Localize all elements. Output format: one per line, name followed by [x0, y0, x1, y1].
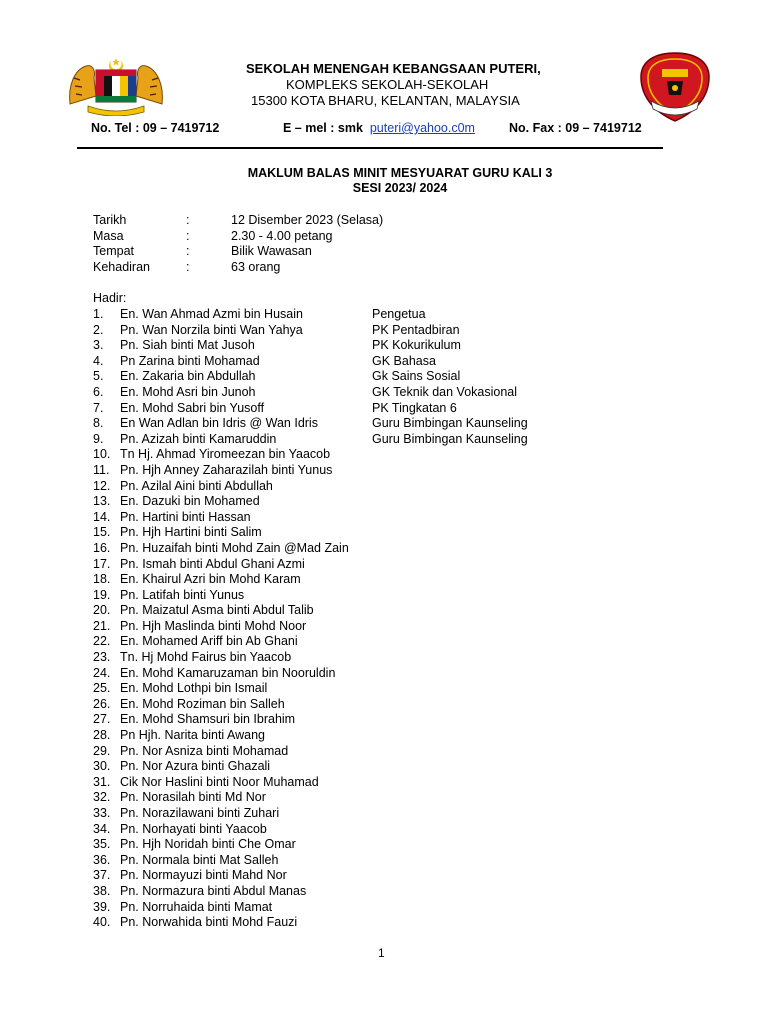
info-value: Bilik Wawasan — [231, 244, 312, 259]
list-item — [93, 525, 528, 541]
info-row-tarikh — [93, 213, 383, 229]
list-item — [93, 603, 528, 619]
list-item — [93, 479, 528, 495]
attendee-name: Pn. Normayuzi binti Mahd Nor — [120, 868, 287, 883]
national-crest-logo — [66, 56, 166, 116]
attendee-name: En. Khairul Azri bin Mohd Karam — [120, 572, 301, 587]
attendee-name: Pn. Hjh Noridah binti Che Omar — [120, 837, 296, 852]
list-item — [93, 572, 528, 588]
attendee-name: Pn. Norruhaida binti Mamat — [120, 899, 273, 914]
list-item — [93, 541, 528, 557]
attendee-role: Guru Bimbingan Kaunseling — [372, 431, 528, 446]
list-item — [93, 416, 528, 432]
list-item — [93, 650, 528, 666]
list-item — [93, 510, 528, 526]
info-value: 2.30 - 4.00 petang — [231, 228, 333, 243]
list-item — [93, 915, 528, 931]
school-address-line: KOMPLEKS SEKOLAH-SEKOLAH — [286, 77, 489, 92]
list-item — [93, 557, 528, 573]
document-title — [200, 166, 600, 196]
info-value: 12 Disember 2023 (Selasa) — [231, 213, 384, 227]
list-item — [93, 759, 528, 775]
attendee-name: En. Mohd Lothpi bin Ismail — [120, 681, 268, 696]
attendance-heading: Hadir: — [93, 291, 127, 305]
attendee-name: Pn. Hartini binti Hassan — [120, 509, 251, 524]
attendee-name: Pn. Ismah binti Abdul Ghani Azmi — [120, 556, 305, 571]
info-colon: : — [186, 244, 190, 259]
attendee-name: Pn. Nor Asniza binti Mohamad — [120, 743, 289, 758]
attendee-number: 28. — [93, 728, 111, 743]
attendee-name: En. Mohd Asri bin Junoh — [120, 384, 256, 399]
list-item — [93, 369, 528, 385]
attendee-name: Pn. Hjh Maslinda binti Mohd Noor — [120, 618, 307, 633]
info-key: Masa — [93, 228, 124, 243]
attendee-name: Pn Hjh. Narita binti Awang — [120, 728, 265, 743]
meeting-info — [93, 213, 383, 275]
attendee-number: 21. — [93, 618, 111, 633]
attendee-name: En. Mohd Sabri bin Yusoff — [120, 400, 265, 415]
list-item — [93, 447, 528, 463]
attendee-role: PK Kokurikulum — [372, 338, 461, 353]
attendee-name: En. Mohamed Ariff bin Ab Ghani — [120, 634, 298, 649]
attendee-name: Pn Zarina binti Mohamad — [120, 353, 260, 368]
list-item — [93, 806, 528, 822]
attendee-number: 33. — [93, 806, 111, 820]
attendee-number: 36. — [93, 852, 111, 867]
attendee-name: Pn. Hjh Anney Zaharazilah binti Yunus — [120, 462, 333, 477]
attendee-name: Tn. Hj Mohd Fairus bin Yaacob — [120, 650, 292, 665]
attendee-number: 19. — [93, 587, 111, 602]
list-item — [93, 712, 528, 728]
attendee-name: Pn. Norwahida binti Mohd Fauzi — [120, 915, 298, 930]
attendee-number: 1. — [93, 307, 104, 321]
attendee-name: En. Mohd Kamaruzaman bin Nooruldin — [120, 665, 336, 680]
list-item — [93, 432, 528, 448]
attendee-number: 32. — [93, 790, 111, 805]
attendee-number: 9. — [93, 431, 104, 446]
attendee-role: Guru Bimbingan Kaunseling — [372, 416, 528, 431]
list-item — [93, 619, 528, 635]
attendee-name: Pn. Norhayati binti Yaacob — [120, 821, 267, 836]
attendee-role: Pengetua — [372, 307, 426, 321]
attendee-number: 37. — [93, 868, 111, 883]
list-item — [93, 744, 528, 760]
attendee-name: En. Dazuki bin Mohamed — [120, 494, 260, 509]
attendee-name: Pn. Azilal Aini binti Abdullah — [120, 478, 273, 493]
list-item — [93, 463, 528, 479]
info-colon: : — [186, 228, 190, 243]
attendee-number: 39. — [93, 899, 111, 914]
attendee-name: Pn. Azizah binti Kamaruddin — [120, 431, 277, 446]
attendee-number: 26. — [93, 696, 111, 711]
attendee-number: 2. — [93, 322, 104, 337]
attendee-name: Cik Nor Haslini binti Noor Muhamad — [120, 774, 319, 789]
attendee-name: En. Wan Ahmad Azmi bin Husain — [120, 307, 303, 321]
attendee-number: 7. — [93, 400, 104, 415]
attendee-number: 30. — [93, 759, 111, 774]
info-key: Tarikh — [93, 213, 127, 227]
list-item — [93, 323, 528, 339]
attendee-name: Pn. Norasilah binti Md Nor — [120, 790, 266, 805]
attendee-name: Pn. Hjh Hartini binti Salim — [120, 525, 262, 540]
school-crest-logo — [637, 51, 713, 123]
page-number: 1 — [378, 946, 385, 960]
attendee-number: 17. — [93, 556, 111, 571]
info-colon: : — [186, 213, 190, 227]
list-item — [93, 728, 528, 744]
list-item — [93, 666, 528, 682]
attendee-number: 4. — [93, 353, 104, 368]
attendee-name: Pn. Normala binti Mat Salleh — [120, 852, 279, 867]
attendee-number: 13. — [93, 494, 111, 509]
attendee-name: En. Zakaria bin Abdullah — [120, 369, 256, 384]
info-row-tempat — [93, 244, 383, 260]
attendee-name: Pn. Maizatul Asma binti Abdul Talib — [120, 603, 314, 618]
attendee-number: 10. — [93, 447, 111, 462]
attendee-number: 38. — [93, 883, 111, 898]
info-key: Kehadiran — [93, 259, 150, 274]
list-item — [93, 697, 528, 713]
attendee-number: 40. — [93, 915, 111, 930]
title-line: SESI 2023/ 2024 — [352, 181, 448, 195]
fax-number: No. Fax : 09 – 7419712 — [509, 121, 642, 135]
list-item — [93, 775, 528, 791]
attendee-name: Pn. Siah binti Mat Jusoh — [120, 338, 255, 353]
attendee-name: En. Mohd Shamsuri bin Ibrahim — [120, 712, 296, 727]
attendee-number: 35. — [93, 837, 111, 852]
title-line: MAKLUM BALAS MINIT MESYUARAT GURU KALI 3 — [247, 166, 553, 180]
list-item — [93, 354, 528, 370]
attendee-name: Pn. Normazura binti Abdul Manas — [120, 883, 307, 898]
attendee-number: 23. — [93, 650, 111, 665]
info-key: Tempat — [93, 244, 134, 259]
attendee-number: 22. — [93, 634, 111, 649]
attendee-list — [93, 307, 528, 931]
list-item — [93, 837, 528, 853]
info-row-kehadiran — [93, 260, 383, 276]
list-item — [93, 385, 528, 401]
school-address-line: 15300 KOTA BHARU, KELANTAN, MALAYSIA — [251, 93, 520, 108]
attendee-name: En Wan Adlan bin Idris @ Wan Idris — [120, 416, 318, 431]
attendee-role: PK Tingkatan 6 — [372, 400, 457, 415]
attendee-number: 20. — [93, 603, 111, 618]
email-label: E – mel : smk — [283, 121, 363, 135]
attendee-number: 31. — [93, 774, 111, 789]
attendee-number: 6. — [93, 384, 104, 399]
attendee-role: PK Pentadbiran — [372, 322, 460, 337]
list-item — [93, 868, 528, 884]
attendee-number: 5. — [93, 369, 104, 384]
telephone-number: No. Tel : 09 – 7419712 — [91, 121, 220, 135]
attendee-number: 18. — [93, 572, 111, 587]
school-name: SEKOLAH MENENGAH KEBANGSAAN PUTERI, — [246, 61, 541, 76]
attendee-number: 16. — [93, 540, 111, 555]
info-value: 63 orang — [231, 259, 281, 274]
attendee-number: 29. — [93, 743, 111, 758]
list-item — [93, 853, 528, 869]
email-line — [283, 121, 475, 135]
attendee-role: Gk Sains Sosial — [372, 369, 461, 384]
attendee-name: Pn. Latifah binti Yunus — [120, 587, 245, 602]
info-colon: : — [186, 259, 190, 274]
list-item — [93, 307, 528, 323]
list-item — [93, 494, 528, 510]
attendee-name: En. Mohd Roziman bin Salleh — [120, 696, 285, 711]
list-item — [93, 822, 528, 838]
email-link[interactable]: puteri@yahoo.c0m — [369, 121, 475, 135]
attendee-number: 3. — [93, 338, 104, 353]
list-item — [93, 588, 528, 604]
list-item — [93, 634, 528, 650]
info-row-masa — [93, 229, 383, 245]
list-item — [93, 338, 528, 354]
attendee-number: 25. — [93, 681, 111, 696]
list-item — [93, 884, 528, 900]
attendee-name: Pn. Wan Norzila binti Wan Yahya — [120, 322, 303, 337]
school-address-block — [232, 61, 562, 109]
attendee-number: 8. — [93, 416, 104, 431]
attendee-number: 34. — [93, 821, 111, 836]
list-item — [93, 401, 528, 417]
attendee-number: 24. — [93, 665, 111, 680]
attendee-number: 27. — [93, 712, 111, 727]
list-item — [93, 900, 528, 916]
attendee-name: Tn Hj. Ahmad Yiromeezan bin Yaacob — [120, 447, 331, 462]
attendee-role: GK Teknik dan Vokasional — [372, 384, 518, 399]
list-item — [93, 790, 528, 806]
attendee-number: 11. — [93, 462, 110, 477]
list-item — [93, 681, 528, 697]
attendee-role: GK Bahasa — [372, 353, 436, 368]
attendee-number: 12. — [93, 478, 111, 493]
attendee-name: Pn. Huzaifah binti Mohd Zain @Mad Zain — [120, 540, 349, 555]
attendee-name: Pn. Norazilawani binti Zuhari — [120, 806, 280, 820]
attendee-number: 14. — [93, 509, 111, 524]
attendee-number: 15. — [93, 525, 111, 540]
header-divider — [77, 147, 663, 149]
attendee-name: Pn. Nor Azura binti Ghazali — [120, 759, 271, 774]
